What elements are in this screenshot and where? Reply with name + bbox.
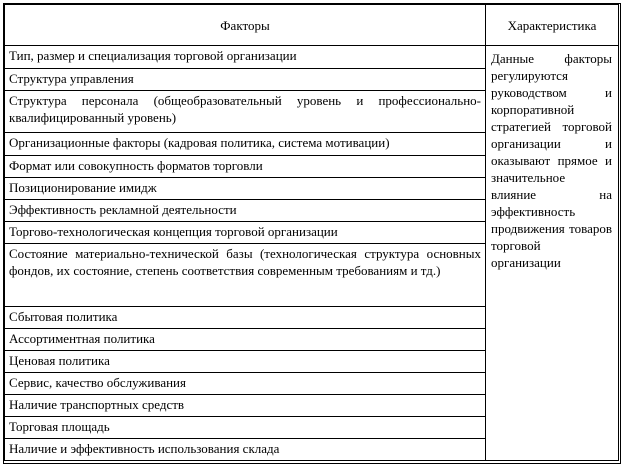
factors-table: [4, 4, 619, 461]
factor-cell: Наличие транспортных средств: [5, 394, 486, 416]
header-characteristic: Характеристика: [486, 5, 619, 46]
factor-cell: Эффективность рекламной деятельности: [5, 200, 486, 222]
factor-cell: Организационные факторы (кадровая политика, система мотивации): [5, 132, 486, 155]
table-row: [5, 46, 619, 69]
characteristic-cell: Данные факторы регулируются руководством и корпоративной стратегией торговой организации и оказывают прямое и значительное влияние на эффективность продвижения товаров торговой организации: [486, 46, 619, 461]
factor-cell: Формат или совокупность форматов торговли: [5, 156, 486, 178]
table-header-row: [5, 5, 619, 46]
factor-cell: Ассортиментная политика: [5, 328, 486, 350]
factor-cell: Торговая площадь: [5, 416, 486, 438]
factor-cell: Позиционирование имидж: [5, 178, 486, 200]
header-factors: Факторы: [5, 5, 486, 46]
factor-cell: Структура персонала (общеобразовательный уровень и профессионально-квалифицированный уровень): [5, 91, 486, 133]
factor-cell: Сбытовая политика: [5, 306, 486, 328]
factor-cell: Сервис, качество обслуживания: [5, 372, 486, 394]
factor-cell: Тип, размер и специализация торговой организации: [5, 46, 486, 69]
factor-cell: Наличие и эффективность использования склада: [5, 438, 486, 460]
factor-cell: Состояние материально-технической базы (технологическая структура основных фондов, их состояние, степень соответствия современным требованиям и тд.): [5, 244, 486, 307]
factor-cell: Ценовая политика: [5, 350, 486, 372]
factor-cell: Структура управления: [5, 69, 486, 91]
factors-table-container: [4, 4, 618, 461]
factor-cell: Торгово-технологическая концепция торговой организации: [5, 222, 486, 244]
